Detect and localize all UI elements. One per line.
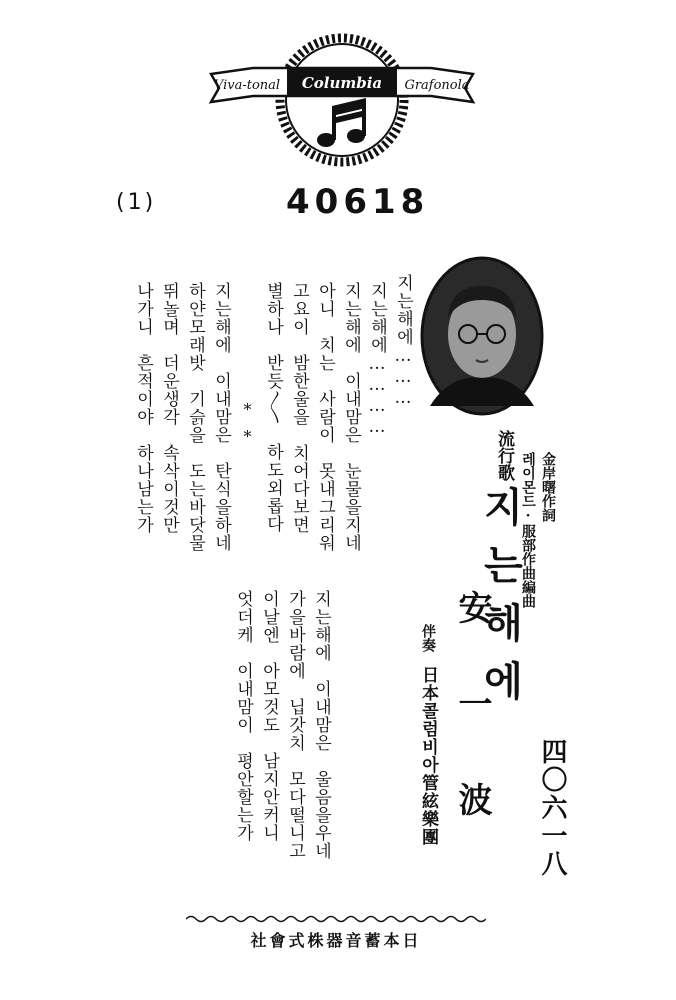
columbia-logo xyxy=(203,28,481,168)
music-credit: 레이몬드·服部作曲編曲 xyxy=(520,452,536,608)
singer-portrait xyxy=(420,256,544,416)
lyric-line: 뛰놀며 더운생각 속삭이것만 xyxy=(159,282,179,534)
wavy-divider xyxy=(186,912,486,926)
catalog-number: 40618 xyxy=(286,182,430,222)
song-title: 지는해에 xyxy=(477,486,524,718)
lyric-line: 고요이 밤한울을 치어다보면 xyxy=(289,282,309,534)
lyric-line: 지는해에……… xyxy=(393,274,413,409)
lyric-line: 이날엔 아모것도 남지안커니 xyxy=(259,590,279,842)
lyric-line: 엇더케 이내맘이 평안할는가 xyxy=(233,590,253,842)
lyric-line: 하얀모래밧 기슭을 도는바닷물 xyxy=(185,282,205,552)
singer-name: 安一波 xyxy=(452,590,492,878)
brand-name: Columbia xyxy=(301,74,383,92)
lyric-line: 지는해에 이내맘은 울음을우네 xyxy=(311,590,331,860)
orchestra-name: 日本콜럼비아管絃樂團 xyxy=(418,666,438,846)
laurel-wreath-icon xyxy=(280,38,404,162)
song-genre: 流行歌 xyxy=(494,430,514,481)
lyrics-credit: 金岸曙作詞 xyxy=(540,452,556,522)
catalog-number-kanji: 四〇六一八 xyxy=(537,738,567,878)
banner-right-text: Grafonola xyxy=(404,78,470,93)
accompaniment-label: 伴奏 xyxy=(420,624,436,652)
side-number: (1) xyxy=(116,190,157,215)
lyric-line: 지는해에 이내맘은 눈물을지네 xyxy=(341,282,361,552)
lyric-line: 별하나 반듯〳〵 하도외롭다 xyxy=(263,282,283,533)
lyric-line: 가을바람에 닙갓치 모다떨니고 xyxy=(285,590,305,860)
lyric-line: 아니 치는 사람이 못내그리워 xyxy=(315,282,335,552)
banner-left-text: Viva-tonal xyxy=(213,78,281,93)
footer-company: 日本蓄音器株式會社 xyxy=(250,931,422,950)
verse-separator: ** xyxy=(238,400,257,454)
lyric-line: 지는해에 이내맘은 탄식을하네 xyxy=(211,282,231,552)
lyric-line: 지는해에………… xyxy=(367,282,387,438)
lyric-line: 나가니 흔적이야 하나남는가 xyxy=(133,282,153,534)
